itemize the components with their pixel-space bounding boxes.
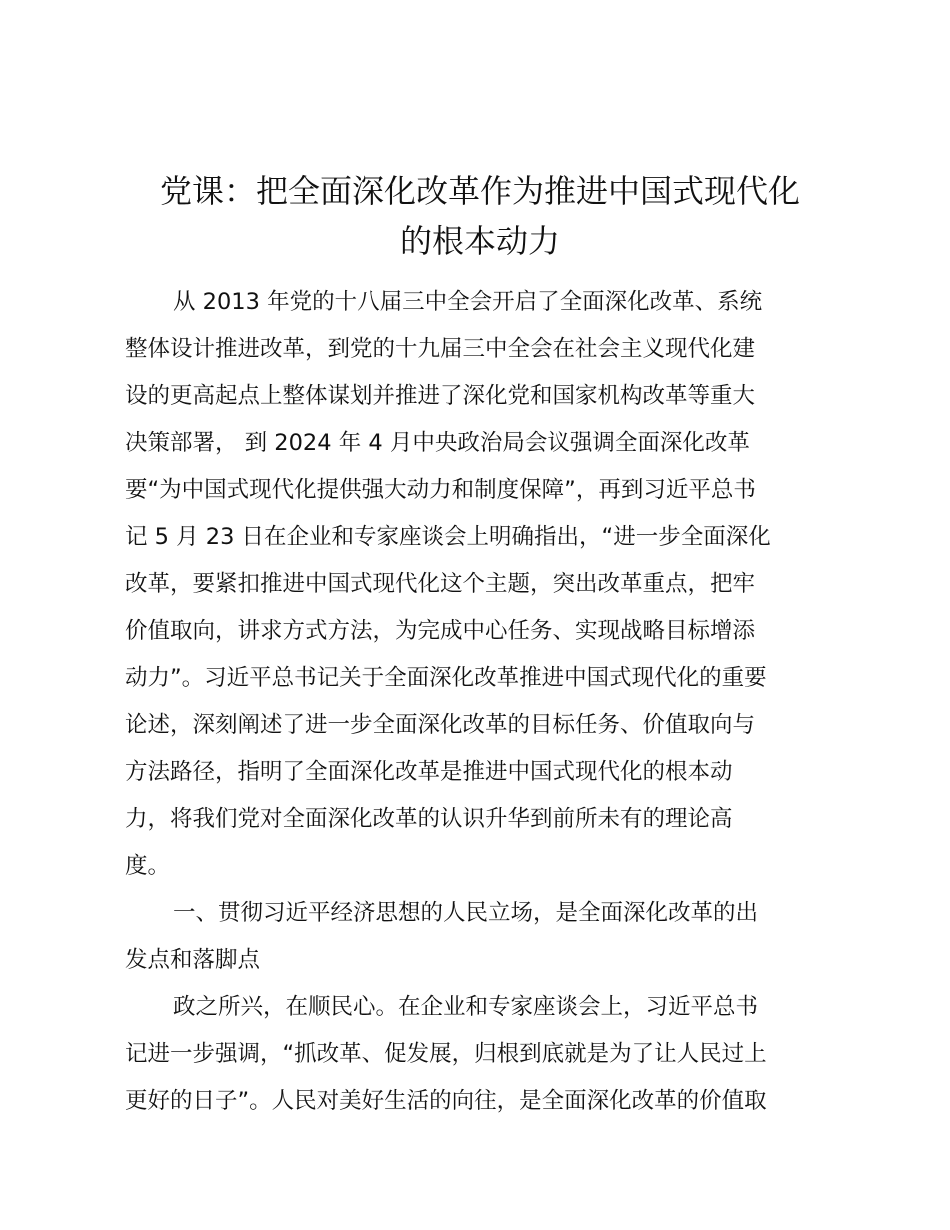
paragraph-line: 设的更高起点上整体谋划并推进了深化党和国家机构改革等重大 [125,383,756,409]
paragraph-line: 记进一步强调，“抓改革、促发展，归根到底就是为了让人民过上 [125,1041,767,1067]
paragraph-line: 政之所兴，在顺民心。在企业和专家座谈会上，习近平总书 [173,994,759,1020]
paragraph-line: 价值取向，讲求方式方法，为完成中心任务、实现战略目标增添 [125,618,756,644]
paragraph-line: 力，将我们党对全面深化改革的认识升华到前所未有的理论高 [125,806,733,832]
paragraph-line: 动力”。习近平总书记关于全面深化改革推进中国式现代化的重要 [125,665,767,691]
paragraph-line: 整体设计推进改革，到党的十九届三中全会在社会主义现代化建 [125,336,756,362]
paragraph-line: 从 2013 年党的十八届三中全会开启了全面深化改革、系统 [173,289,763,315]
heading-line: 发点和落脚点 [125,947,261,973]
heading-line: 一、贯彻习近平经济思想的人民立场，是全面深化改革的出 [173,900,759,926]
title-line-1: 党课：把全面深化改革作为推进中国式现代化 [159,172,800,210]
paragraph-line: 要“为中国式现代化提供强大动力和制度保障”，再到习近平总书 [125,477,756,503]
title-line-2: 的根本动力 [399,222,560,260]
paragraph-line: 更好的日子”。人民对美好生活的向往，是全面深化改革的价值取 [125,1088,767,1114]
document-title [120,166,840,266]
paragraph-line: 度。 [125,853,171,879]
paragraph-line: 改革，要紧扣推进中国式现代化这个主题，突出改革重点，把牢 [125,571,756,597]
paragraph-line: 论述，深刻阐述了进一步全面深化改革的目标任务、价值取向与 [125,712,756,738]
paragraph-line: 记 5 月 23 日在企业和专家座谈会上明确指出，“进一步全面深化 [125,524,771,550]
paragraph-line: 决策部署， 到 2024 年 4 月中央政治局会议强调全面深化改革 [125,430,750,456]
paragraph-line: 方法路径，指明了全面深化改革是推进中国式现代化的根本动 [125,759,733,785]
